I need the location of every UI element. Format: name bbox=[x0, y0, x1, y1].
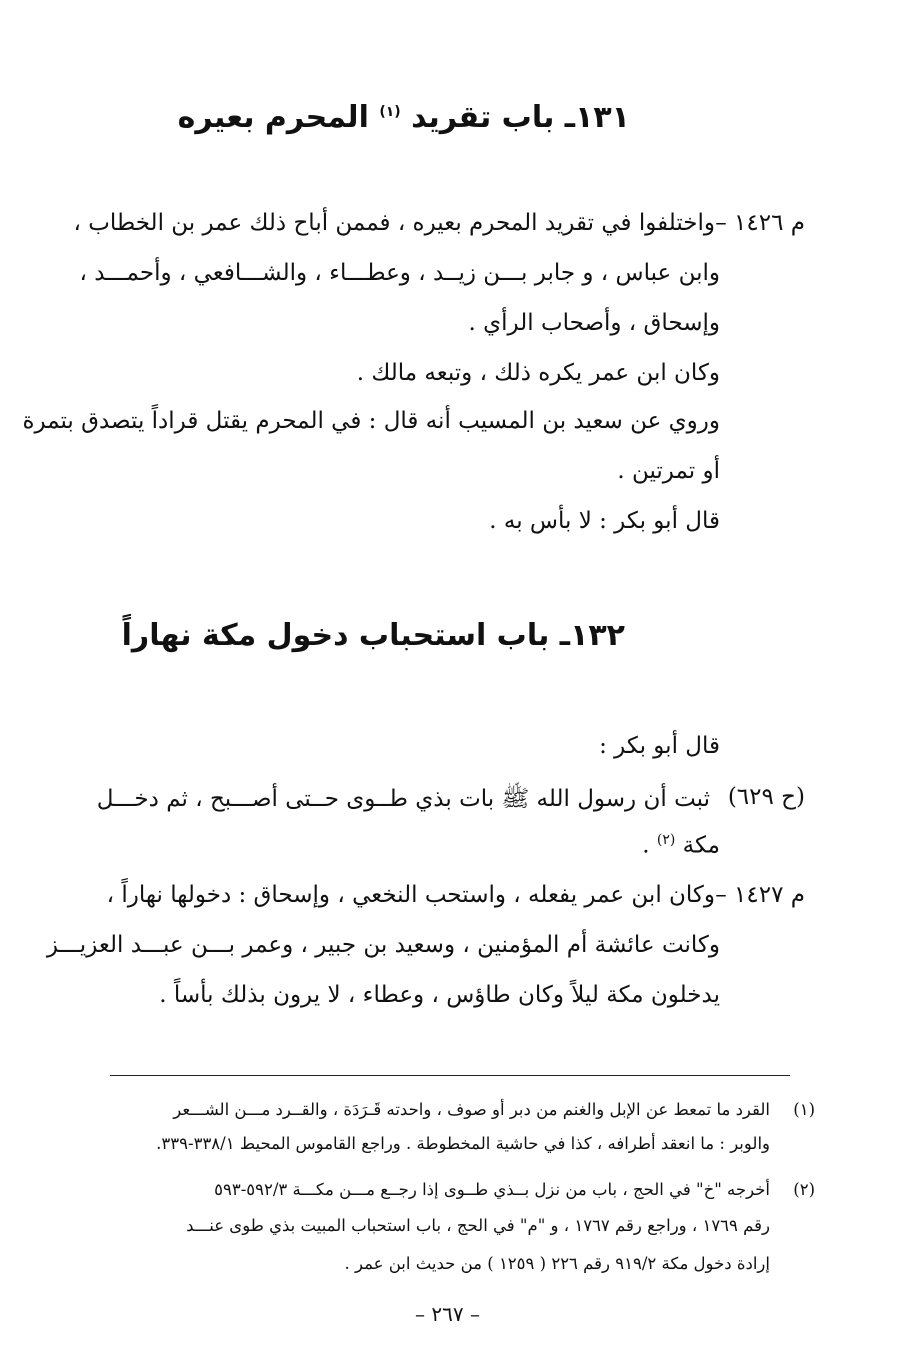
footnote-separator bbox=[110, 1075, 790, 1076]
body-line: وكان ابن عمر يكره ذلك ، وتبعه مالك . bbox=[356, 360, 720, 386]
body-line: وكانت عائشة أم المؤمنين ، وسعيد بن جبير ، وعمر بـــن عبـــد العزيـــز bbox=[46, 932, 720, 958]
heading-131-text: ١٣١ـ باب تقريد bbox=[411, 100, 630, 135]
footnote-marker-2: (٢) bbox=[656, 832, 676, 848]
masala-ref-1427: م ١٤٢٧ – bbox=[715, 882, 805, 908]
section-132-heading: ١٣٢ـ باب استحباب دخول مكة نهاراً bbox=[121, 618, 625, 653]
hadith-word: مكة bbox=[682, 832, 720, 859]
body-line: واختلفوا في تقريد المحرم بعيره ، فممن أباح ذلك عمر بن الخطاب ، bbox=[73, 210, 715, 236]
page-number: – ٢٦٧ – bbox=[415, 1302, 480, 1326]
section-131-heading bbox=[178, 100, 630, 135]
body-line: وإسحاق ، وأصحاب الرأي . bbox=[468, 310, 720, 336]
footnote-line: رقم ١٧٦٩ ، وراجع رقم ١٧٦٧ ، و "م" في الحج ، باب استحباب المبيت بذي طوى عنـــد bbox=[186, 1216, 770, 1235]
intro-line: قال أبو بكر : bbox=[599, 733, 720, 759]
footnote-line: والوبر : ما انعقد أطرافه ، كذا في حاشية المخطوطة . وراجع القاموس المحيط ٣٣٨/١-٣٣٩. bbox=[156, 1134, 770, 1153]
footnote-line: إرادة دخول مكة ٩١٩/٢ رقم ٢٢٦ ( ١٢٥٩ ) من حديث ابن عمر . bbox=[344, 1254, 770, 1273]
hadith-line-2 bbox=[642, 832, 720, 859]
footnote-line: القرد ما تمعط عن الإبل والغنم من دبر أو صوف ، واحدته قَـرَدَة ، والقــرد مـــن الشـــعر bbox=[173, 1100, 770, 1119]
body-line: قال أبو بكر : لا بأس به . bbox=[489, 508, 720, 534]
footnote-line: أخرجه "خ" في الحج ، باب من نزل بــذي طــوى إذا رجــع مـــن مكـــة ٥٩٢/٣-٥٩٣ bbox=[214, 1180, 770, 1199]
body-line: أو تمرتين . bbox=[617, 458, 720, 484]
body-line: وكان ابن عمر يفعله ، واستحب النخعي ، وإسحاق : دخولها نهاراً ، bbox=[106, 882, 715, 908]
body-line: وابن عباس ، و جابر بـــن زيــد ، وعطـــاء ، والشـــافعي ، وأحمـــد ، bbox=[79, 260, 720, 286]
hadith-ref-629: (ح ٦٢٩) bbox=[727, 784, 805, 810]
masala-ref-1426: م ١٤٢٦ – bbox=[715, 210, 805, 236]
heading-131-tail: المحرم بعيره bbox=[177, 100, 369, 135]
footnote-number: (١) bbox=[793, 1100, 815, 1119]
body-line: وروي عن سعيد بن المسيب أنه قال : في المحرم يقتل قراداً يتصدق بتمرة bbox=[22, 408, 720, 434]
body-line: يدخلون مكة ليلاً وكان طاؤس ، وعطاء ، لا يرون بذلك بأساً . bbox=[159, 982, 720, 1008]
footnote-marker-1: (١) bbox=[379, 104, 401, 120]
hadith-line: ثبت أن رسول الله ﷺ بات بذي طــوى حــتى أصـــبح ، ثم دخـــل bbox=[96, 786, 710, 812]
footnote-number: (٢) bbox=[793, 1180, 815, 1199]
hadith-end: . bbox=[642, 832, 650, 859]
